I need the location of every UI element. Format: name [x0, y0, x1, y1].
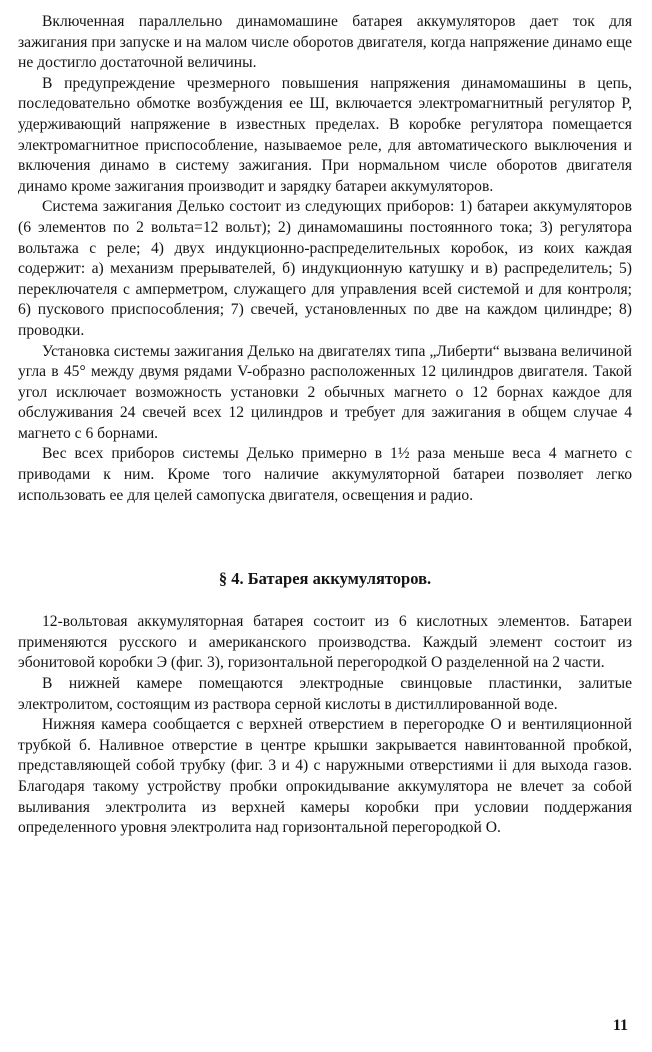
document-page: [18, 12, 632, 839]
paragraph-voltage-regulator: В предупреждение чрезмерного повышения напряжения динамомашины в цепь, последовательно обмотке возбуждения ее Ш, включается электромагнитный регулятор Р, удерживающий напряжение в известных пределах. В коробке регулятора помещается электромагнитное приспособление, называемое реле, для автоматического выключения и включения динамо в систему зажигания. При нормальном числе оборотов двигателя динамо кроме зажигания производит и зарядку батареи аккумуляторов.: [18, 74, 632, 195]
paragraph-lower-chamber: В нижней камере помещаются электродные свинцовые пластинки, залитые электролитом, состоящим из раствора серной кислоты в дистиллированной воде.: [18, 675, 632, 713]
paragraph-vent-plug: Нижняя камера сообщается с верхней отверстием в перегородке О и вентиляционной трубкой б. Наливное отверстие в центре крышки закрывается навинтованной пробкой, представляющей собой трубку (фиг. 3 и 4) с наружными отверстиями ii для выхода газов. Благодаря такому устройству пробки опрокидывание аккумулятора не влечет за собой выливания электролита из верхней камеры коробки при условии поддержания определенного уровня электролита над горизонтальной перегородкой О.: [18, 716, 632, 837]
paragraph-weight-comparison: Вес всех приборов системы Делько примерно в 1½ раза меньше веса 4 магнето с приводами к ним. Кроме того наличие аккумуляторной батареи позволяет легко использовать ее для целей самопуска двигателя, освещения и радио.: [18, 445, 632, 504]
paragraph-battery-construction: 12-вольтовая аккумуляторная батарея состоит из 6 кислотных элементов. Батареи применяются русского и американского производства. Каждый элемент состоит из эбонитовой коробки Э (фиг. 3), горизонтальной перегородкой О разделенной на 2 части.: [18, 613, 632, 672]
section-heading: § 4. Батарея аккумуляторов.: [218, 569, 432, 589]
paragraph-liberty-installation: Установка системы зажигания Делько на двигателях типа „Либерти“ вызвана величиной угла в 45° между двумя рядами V-образно расположенных 12 цилиндров двигателя. Такой угол исключает возможность установки 2 обычных магнето о 12 борнах каждое для обслуживания 24 свечей всех 12 цилиндров и требует для зажигания в общем случае 4 магнето с 6 борнами.: [18, 342, 632, 442]
paragraph-delco-components: Система зажигания Делько состоит из следующих приборов: 1) батареи аккумуляторов (6 элементов по 2 вольта=12 вольт); 2) динамомашины постоянного тока; 3) регулятора вольтажа с реле; 4) двух индукционно-распределительных коробок, из коих каждая содержит: а) механизм прерывателей, б) индукционную катушку и в) распределитель; 5) переключателя с амперметром, служащего для управления всей системой и для контроля; 6) пускового приспособления; 7) свечей, установленных по две на каждом цилиндре; 8) проводки.: [18, 198, 632, 339]
paragraph-battery-parallel: Включенная параллельно динамомашине батарея аккумуляторов дает ток для зажигания при запуске и на малом числе оборотов двигателя, когда напряжение динамо еще не достигло достаточной величины.: [18, 13, 632, 72]
page-number: 11: [612, 1017, 628, 1034]
